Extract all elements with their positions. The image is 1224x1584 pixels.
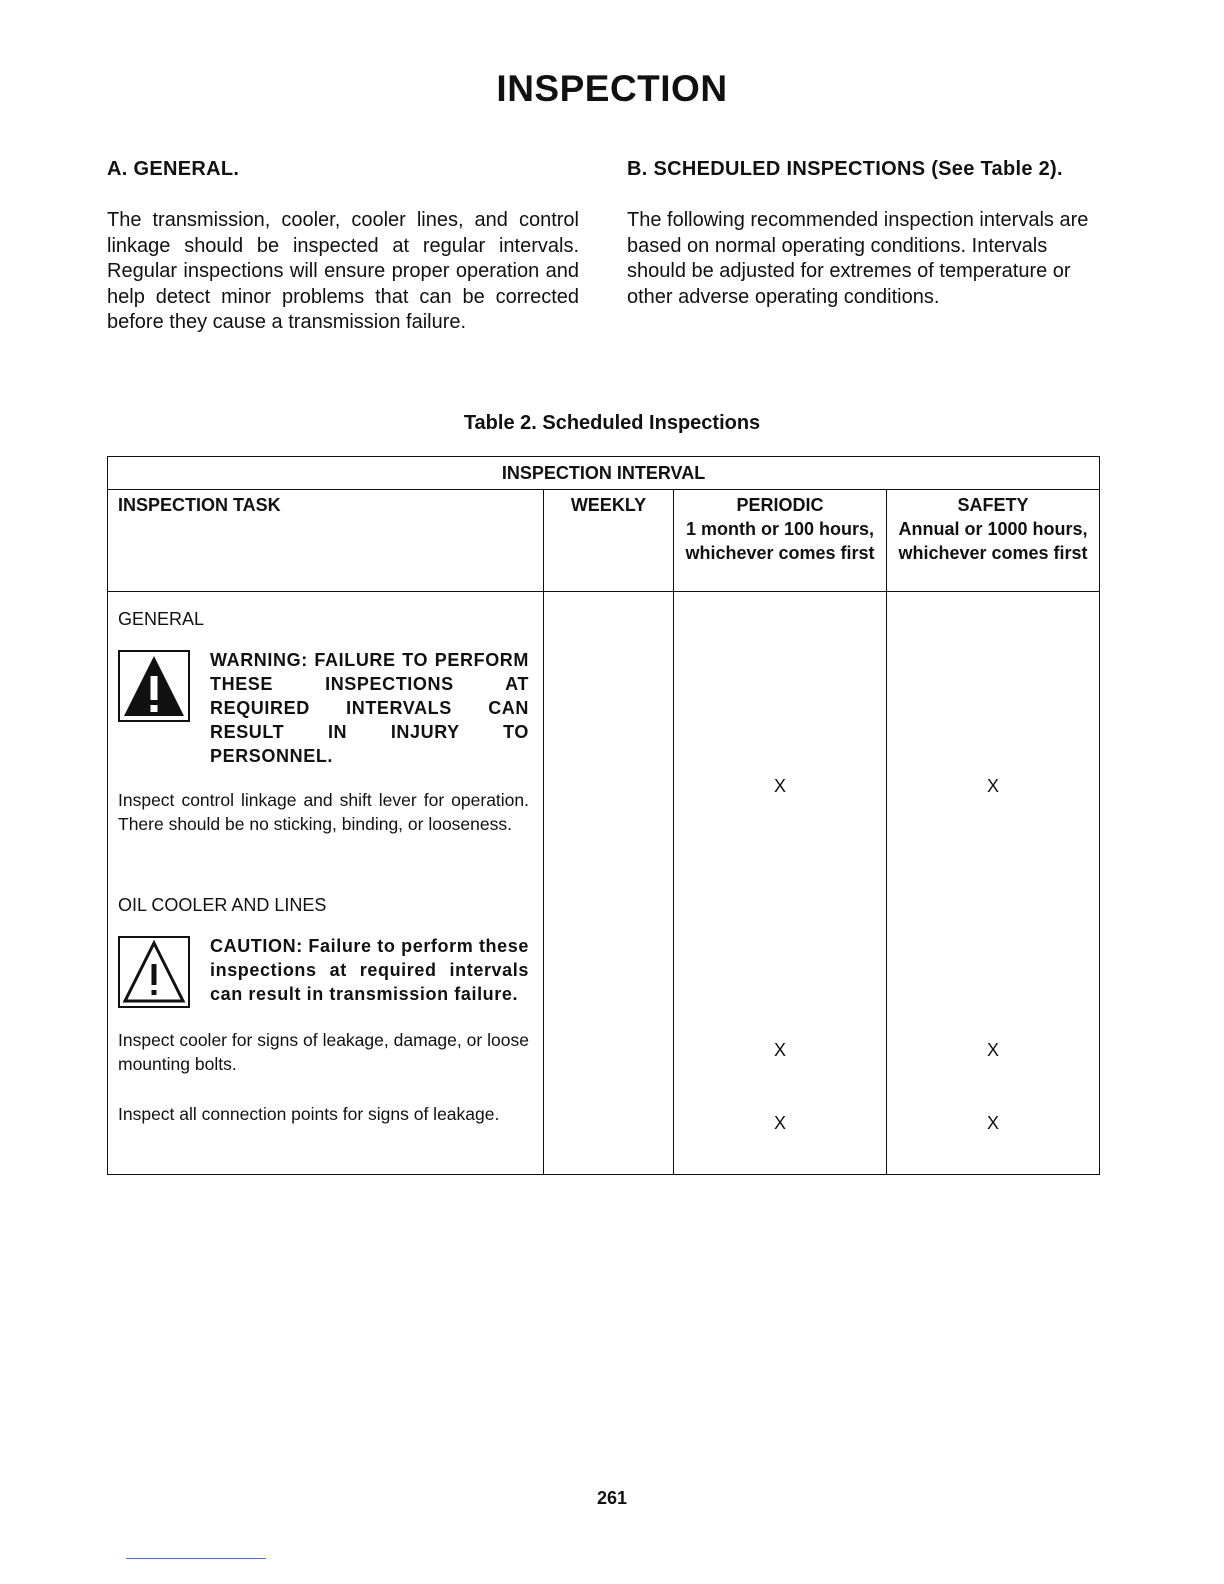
periodic-mark-connections: X [773,1113,786,1133]
task-connection-points: Inspect all connection points for signs of leakage. [118,1104,500,1124]
footer-rule [126,1558,266,1559]
task-column [108,592,544,1175]
page-title: INSPECTION [496,68,728,109]
caution-notice [118,934,529,1008]
caution-text: CAUTION: Failure to perform these inspections at required intervals can result in transmission failure. [210,936,529,1004]
column-header-weekly: WEEKLY [544,490,674,592]
table-body-row [108,592,1100,1175]
section-general-heading: A. GENERAL. [107,158,240,180]
oil-cooler-label: OIL COOLER AND LINES [118,895,327,915]
section-general-body: The transmission, cooler, cooler lines, and control linkage should be inspected at regular intervals. Regular inspections will ensure proper operation and help detect minor problems that can be corrected before they cause a transmission failure. [107,209,579,333]
safety-title: SAFETY [957,495,1029,515]
weekly-column [544,592,674,1175]
periodic-mark-cooler: X [773,1040,786,1060]
task-control-linkage: Inspect control linkage and shift lever for operation. There should be no sticking, binding, or looseness. [118,790,529,834]
interval-header: INSPECTION INTERVAL [108,457,1100,490]
periodic-subtitle: 1 month or 100 hours, whichever comes first [685,519,875,563]
general-label: GENERAL [118,609,205,629]
section-scheduled-inspections [627,158,1099,310]
page-number: 261 [596,1488,628,1508]
safety-subtitle: Annual or 1000 hours, whichever comes first [898,519,1088,563]
warning-notice [118,648,529,768]
table-header-row [108,457,1100,490]
column-header-periodic [674,490,887,592]
section-scheduled-body: The following recommended inspection intervals are based on normal operating conditions. Intervals should be adjusted for extremes of temperature or other adverse operating conditions. [627,209,1089,308]
table-caption: Table 2. Scheduled Inspections [463,412,761,434]
periodic-mark-linkage: X [773,776,786,796]
caution-triangle-icon [118,936,190,1008]
safety-mark-linkage: X [987,776,1000,796]
warning-triangle-icon [118,650,190,722]
safety-mark-cooler: X [987,1040,1000,1060]
task-cooler-leakage: Inspect cooler for signs of leakage, damage, or loose mounting bolts. [118,1030,529,1074]
safety-column [887,592,1100,1175]
safety-mark-connections: X [987,1113,1000,1133]
column-header-safety [887,490,1100,592]
table-column-header-row [108,490,1100,592]
scheduled-inspections-table [107,456,1100,1175]
column-header-task: INSPECTION TASK [108,490,544,592]
section-scheduled-heading: B. SCHEDULED INSPECTIONS (See Table 2). [627,158,1063,180]
periodic-column [674,592,887,1175]
periodic-title: PERIODIC [736,495,824,515]
warning-text: WARNING: FAILURE TO PERFORM THESE INSPECTIONS AT REQUIRED INTERVALS CAN RESULT IN INJURY TO PERSONNEL. [210,650,529,766]
section-general [107,158,579,336]
